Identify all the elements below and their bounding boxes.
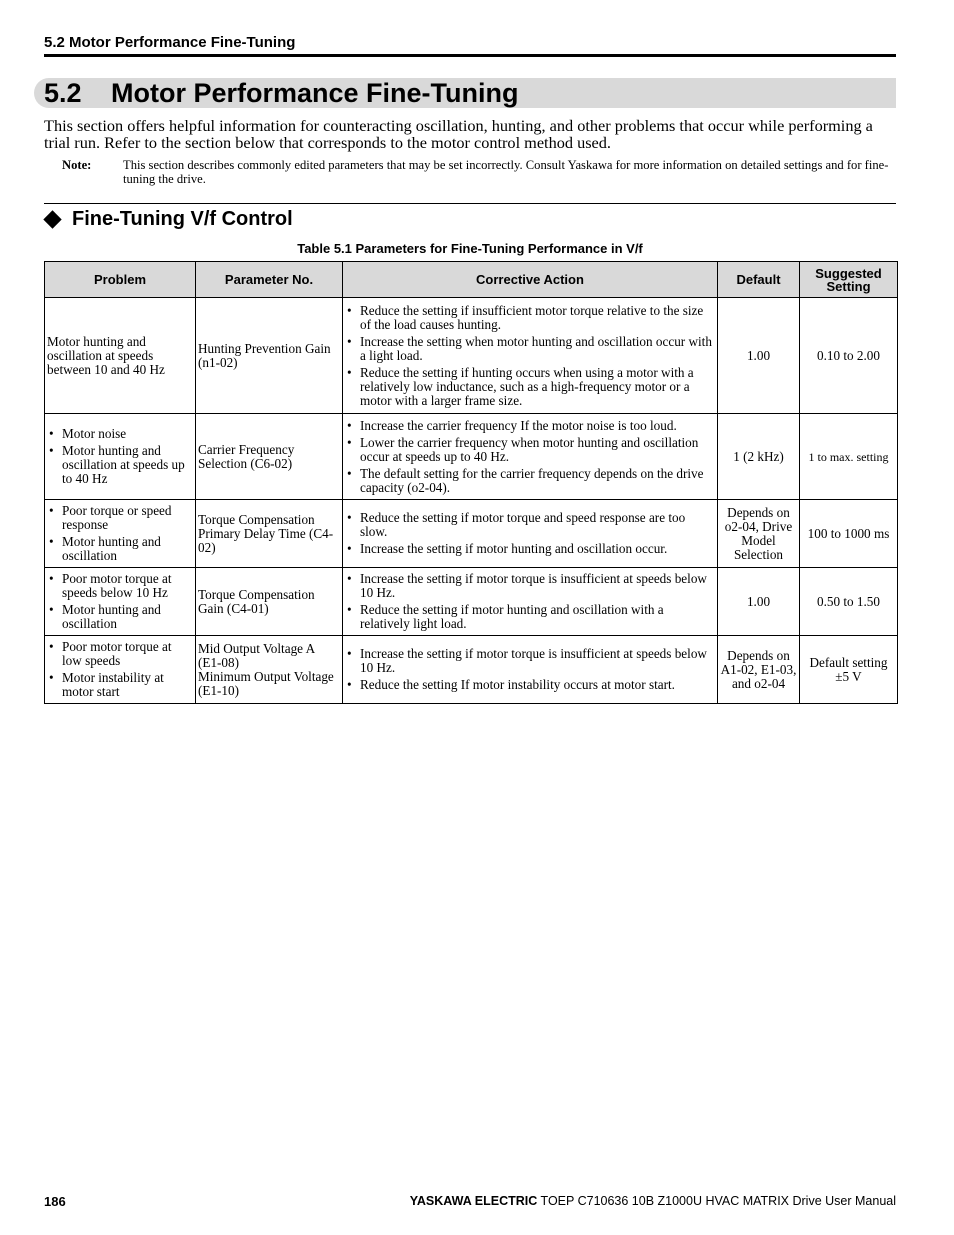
problem-cell: [45, 636, 196, 704]
default-cell: 1 (2 kHz): [718, 414, 800, 500]
table-row: [45, 636, 898, 704]
problem-cell: [45, 500, 196, 568]
parameter-cell: Carrier Frequency Selection (C6-02): [196, 414, 343, 500]
table-row: [45, 568, 898, 636]
parameter-cell: Torque Compensation Primary Delay Time (C4-02): [196, 500, 343, 568]
suggested-setting-cell: 100 to 1000 ms: [800, 500, 898, 568]
default-cell: Depends on o2-04, Drive Model Selection: [718, 500, 800, 568]
problem-cell: [45, 568, 196, 636]
action-item: • Increase the setting if motor hunting and oscillation occur.: [345, 542, 715, 556]
problem-item: • Poor motor torque at speeds below 10 Hz: [47, 572, 193, 600]
corrective-action-cell: [343, 298, 718, 414]
problem-list: [47, 504, 193, 563]
problem-item: • Motor hunting and oscillation at speeds up to 40 Hz: [47, 444, 193, 486]
action-item: • Increase the carrier frequency If the motor noise is too loud.: [345, 419, 715, 433]
page-number: 186: [44, 1194, 66, 1209]
section-number: 5.2: [44, 78, 82, 108]
default-cell: 1.00: [718, 298, 800, 414]
column-header: Default: [718, 262, 800, 298]
column-header: Problem: [45, 262, 196, 298]
footer-doc-title: TOEP C710636 10B Z1000U HVAC MATRIX Drive User Manual: [540, 1194, 896, 1208]
action-item: • Lower the carrier frequency when motor hunting and oscillation occur at speeds up to 40 Hz.: [345, 436, 715, 464]
problem-cell: [45, 414, 196, 500]
action-list: [345, 419, 715, 495]
table-row: [45, 500, 898, 568]
problem-item: • Poor torque or speed response: [47, 504, 193, 532]
action-item: • Reduce the setting if insufficient motor torque relative to the size of the load causes hunting.: [345, 304, 715, 332]
section-divider: [44, 203, 896, 204]
problem-list: [47, 427, 193, 486]
subsection-heading: [44, 207, 293, 231]
table-body: [45, 298, 898, 704]
footer-document-title: [410, 1194, 896, 1208]
subsection-title: Fine-Tuning V/f Control: [72, 208, 293, 230]
suggested-setting-cell: 0.50 to 1.50: [800, 568, 898, 636]
default-cell: Depends on A1-02, E1-03, and o2-04: [718, 636, 800, 704]
action-item: • Reduce the setting if motor hunting and oscillation with a relatively light load.: [345, 603, 715, 631]
parameter-cell: Hunting Prevention Gain (n1-02): [196, 298, 343, 414]
note-text: This section describes commonly edited parameters that may be set incorrectly. Consult Yaskawa for more information on detailed settings and for fine-tuning the drive.: [123, 158, 889, 186]
column-header: Parameter No.: [196, 262, 343, 298]
suggested-setting-cell: 1 to max. setting: [800, 414, 898, 500]
action-item: • Increase the setting if motor torque is insufficient at speeds below 10 Hz.: [345, 647, 715, 675]
parameters-table: [44, 261, 898, 704]
intro-paragraph: This section offers helpful information for counteracting oscillation, hunting, and other problems that occur while performing a trial run. Refer to the section below that corresponds to the motor control method used.: [44, 116, 873, 152]
diamond-bullet-icon: [43, 210, 61, 228]
action-item: • Reduce the setting If motor instability occurs at motor start.: [345, 678, 715, 692]
action-list: [345, 647, 715, 692]
column-header: Corrective Action: [343, 262, 718, 298]
parameter-cell: Mid Output Voltage A (E1-08) Minimum Output Voltage (E1-10): [196, 636, 343, 704]
corrective-action-cell: [343, 500, 718, 568]
table-row: [45, 414, 898, 500]
problem-item: • Motor instability at motor start: [47, 671, 193, 699]
action-item: • Increase the setting when motor hunting and oscillation occur with a light load.: [345, 335, 715, 363]
suggested-setting-cell: 0.10 to 2.00: [800, 298, 898, 414]
default-cell: 1.00: [718, 568, 800, 636]
table-header-row: [45, 262, 898, 298]
footer-brand: YASKAWA ELECTRIC: [409, 1194, 538, 1208]
note: [62, 158, 898, 186]
section-title: Motor Performance Fine-Tuning: [111, 78, 519, 108]
action-item: • Increase the setting if motor torque is insufficient at speeds below 10 Hz.: [345, 572, 715, 600]
corrective-action-cell: [343, 636, 718, 704]
problem-item: • Poor motor torque at low speeds: [47, 640, 193, 668]
column-header: Suggested Setting: [800, 262, 898, 298]
problem-item: • Motor noise: [47, 427, 193, 441]
problem-list: [47, 572, 193, 631]
note-label: Note:: [62, 158, 92, 172]
action-item: • Reduce the setting if motor torque and speed response are too slow.: [345, 511, 715, 539]
problem-item: • Motor hunting and oscillation: [47, 535, 193, 563]
running-header: 5.2 Motor Performance Fine-Tuning: [44, 34, 896, 57]
action-list: [345, 304, 715, 408]
section-heading: [34, 78, 896, 108]
parameter-cell: Torque Compensation Gain (C4-01): [196, 568, 343, 636]
action-item: • Reduce the setting if hunting occurs when using a motor with a relatively low inductance, such as a high-frequency motor or a motor with a larger frame size.: [345, 366, 715, 408]
problem-cell: [45, 298, 196, 414]
table-row: [45, 298, 898, 414]
problem-text: Motor hunting and oscillation at speeds between 10 and 40 Hz: [47, 333, 165, 377]
problem-list: [47, 640, 193, 699]
action-list: [345, 572, 715, 631]
corrective-action-cell: [343, 568, 718, 636]
corrective-action-cell: [343, 414, 718, 500]
suggested-setting-cell: Default setting ±5 V: [800, 636, 898, 704]
action-list: [345, 511, 715, 556]
table-caption: Table 5.1 Parameters for Fine-Tuning Performance in V/f: [297, 241, 643, 256]
problem-item: • Motor hunting and oscillation: [47, 603, 193, 631]
action-item: • The default setting for the carrier frequency depends on the drive capacity (o2-04).: [345, 467, 715, 495]
